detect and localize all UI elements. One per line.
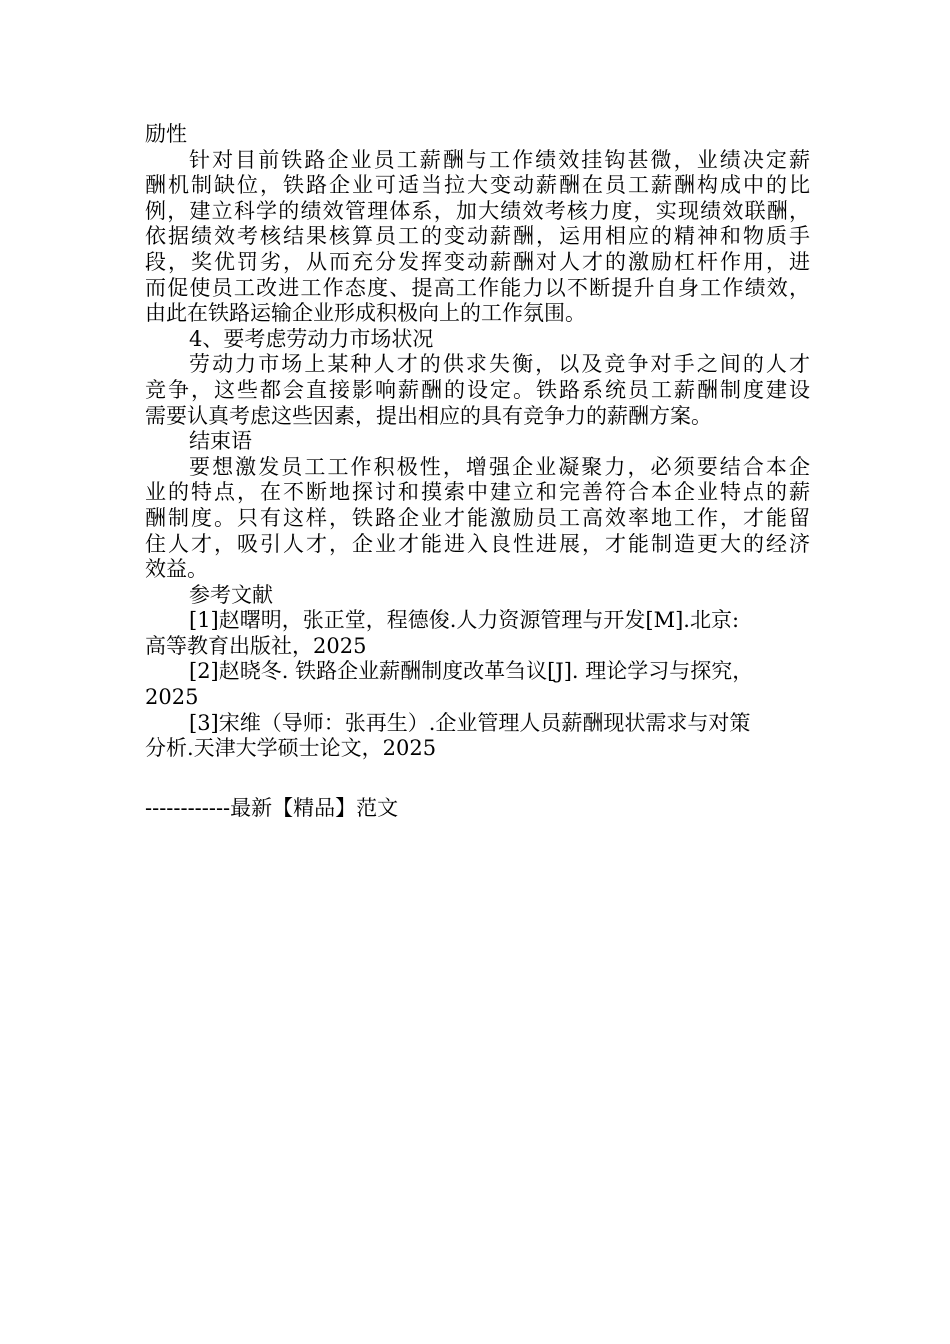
paragraph-line: 酬制度。只有这样，铁路企业才能激励员工高效率地工作，才能留: [145, 505, 810, 530]
paragraph-line: 竞争，这些都会直接影响薪酬的设定。铁路系统员工薪酬制度建设: [145, 377, 810, 402]
paragraph-line: 业的特点，在不断地探讨和摸索中建立和完善符合本企业特点的薪: [145, 480, 810, 505]
section-heading: 4、要考虑劳动力市场状况: [189, 326, 434, 351]
reference-line: 2025: [145, 685, 199, 710]
reference-line: [2]赵晓冬. 铁路企业薪酬制度改革刍议[J]. 理论学习与探究，: [189, 659, 754, 684]
paragraph-line: 依据绩效考核结果核算员工的变动薪酬，运用相应的精神和物质手: [145, 224, 810, 249]
paragraph-line: 例，建立科学的绩效管理体系，加大绩效考核力度，实现绩效联酬，: [145, 198, 810, 223]
paragraph-continuation-line: 励性: [145, 122, 187, 146]
paragraph-line: 住人才，吸引人才，企业才能进入良性进展，才能制造更大的经济: [145, 531, 810, 556]
paragraph-line: 段，奖优罚劣，从而充分发挥变动薪酬对人才的激励杠杆作用，进: [145, 249, 810, 274]
reference-line: [3]宋维（导师：张再生）.企业管理人员薪酬现状需求与对策: [189, 710, 751, 735]
paragraph-line: 要想激发员工工作积极性，增强企业凝聚力，必须要结合本企: [189, 454, 810, 479]
footer-text: ------------最新【精品】范文: [145, 796, 399, 820]
paragraph-line: 效益。: [145, 557, 208, 582]
references-heading: 参考文献: [189, 582, 273, 607]
paragraph-line: 酬机制缺位，铁路企业可适当拉大变动薪酬在员工薪酬构成中的比: [145, 173, 810, 198]
reference-line: [1]赵曙明，张正堂，程德俊.人力资源管理与开发[M].北京:: [189, 608, 740, 633]
paragraph-line: 针对目前铁路企业员工薪酬与工作绩效挂钩甚微，业绩决定薪: [189, 147, 810, 172]
section-heading: 结束语: [189, 429, 252, 454]
reference-line: 高等教育出版社，2025: [145, 633, 367, 658]
document-body: [145, 122, 810, 762]
paragraph-line: 劳动力市场上某种人才的供求失衡，以及竞争对手之间的人才: [189, 352, 810, 377]
reference-line: 分析.天津大学硕士论文，2025: [145, 736, 437, 761]
paragraph-line: 由此在铁路运输企业形成积极向上的工作氛围。: [145, 301, 586, 326]
paragraph-line: 需要认真考虑这些因素，提出相应的具有竞争力的薪酬方案。: [145, 403, 712, 428]
paragraph-line: 而促使员工改进工作态度、提高工作能力以不断提升自身工作绩效，: [145, 275, 810, 300]
